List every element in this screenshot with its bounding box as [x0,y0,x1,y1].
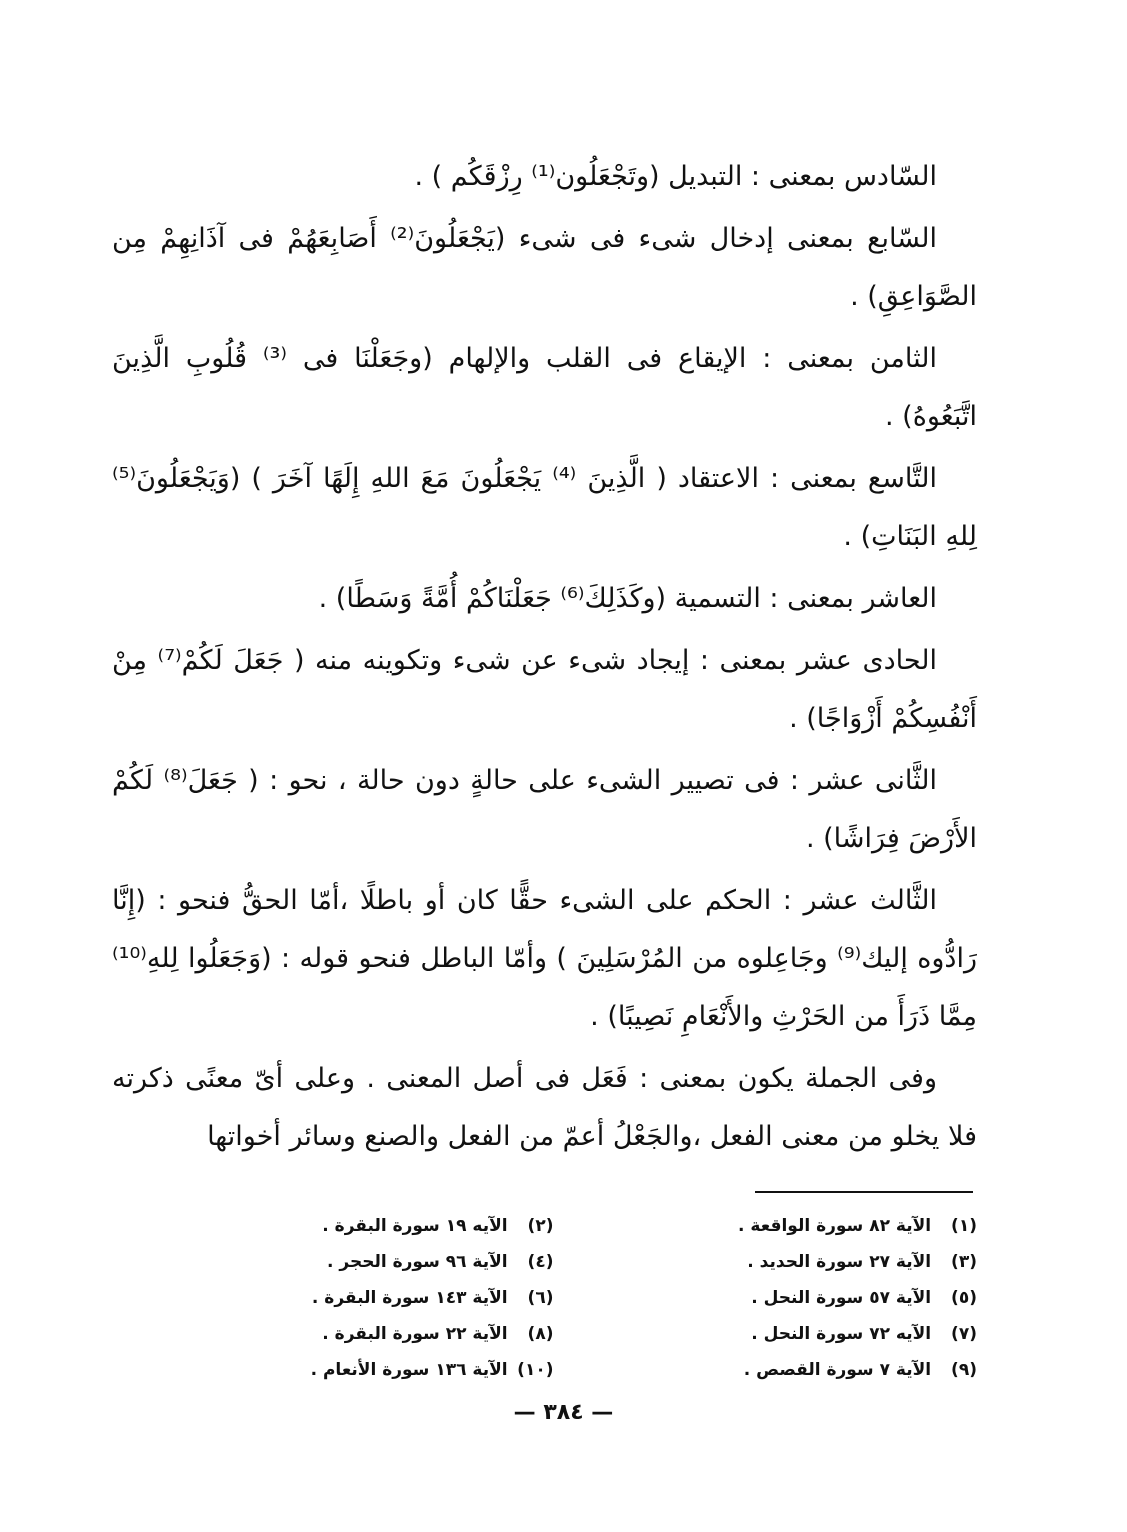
footnotes [200,1208,977,1388]
paragraph-eleventh: الحادى عشر بمعنى : إيجاد شىء عن شىء وتكوينه منه ( جَعَلَ لَكُمْ⁽⁷⁾ مِنْ أَنْفُسِكُمْ أَزْوَاجًا) . [112,645,977,734]
footnote-item [200,1244,554,1280]
footnote-item [200,1280,554,1316]
footnote-number: (٢) [527,1216,554,1236]
paragraph-twelfth: الثَّانى عشر : فى تصيير الشىء على حالةٍ دون حالة ، نحو : ( جَعَلَ⁽⁸⁾ لَكُمْ الأَرْضَ فِرَاشًا) . [112,765,977,854]
main-text [112,148,977,1170]
footnote-item [200,1352,554,1388]
footnote-text: الآية ٢٢ سورة البقرة . [322,1324,508,1344]
footnote-text: الآيه ٧٢ سورة النحل . [751,1324,932,1344]
footnote-text: الآية ٩٦ سورة الحجر . [327,1252,508,1272]
footnote-text: الآية ١٤٣ سورة البقرة . [311,1288,508,1308]
footnote-number: (٥) [951,1288,977,1308]
footnote-item [624,1352,978,1388]
footnote-divider [755,1191,973,1193]
footnote-number: (٩) [951,1360,977,1380]
footnote-text: الآية ١٣٦ سورة الأنعام . [310,1360,508,1380]
footnote-number: (١٠) [517,1360,554,1380]
footnote-number: (٧) [951,1324,977,1344]
paragraph-ninth: التَّاسع بمعنى : الاعتقاد ( الَّذِينَ ⁽⁴⁾ يَجْعَلُونَ مَعَ اللهِ إِلَهًا آخَرَ ) (وَيَجْعَلُونَ⁽⁵⁾ لِلهِ البَنَاتِ) . [112,463,977,552]
footnote-text: الآيه ١٩ سورة البقرة . [322,1216,508,1236]
paragraph-eighth: الثامن بمعنى : الإيقاع فى القلب والإلهام (وجَعَلْنَا فى ⁽³⁾ قُلُوبِ الَّذِينَ اتَّبَعُوهُ) . [112,343,977,432]
footnote-text: الآية ٢٧ سورة الحديد . [747,1252,932,1272]
footnote-number: (١) [951,1216,977,1236]
paragraph-thirteenth: الثَّالث عشر : الحكم على الشىء حقًّا كان أو باطلًا ،أمّا الحقُّ فنحو : (إِنَّا رَادُّوه إليك⁽⁹⁾ وجَاعِلوه من المُرْسَلِينَ ) وأمّا الباطل فنحو قوله : (وَجَعَلُوا لِلهِ⁽¹⁰⁾ مِمَّا ذَرَأَ من الحَرْثِ والأَنْعَامِ نَصِيبًا) . [112,885,977,1032]
paragraph-seventh: السّابع بمعنى إدخال شىء فى شىء (يَجْعَلُونَ⁽²⁾ أَصَابِعَهُمْ فى آذَانِهِمْ مِن الصَّوَاعِقِ) . [112,223,977,312]
footnote-number: (٦) [527,1288,554,1308]
footnote-number: (٤) [527,1252,554,1272]
paragraph-sixth: السّادس بمعنى : التبديل (وتَجْعَلُون⁽¹⁾ رِزْقَكُم ) . [414,161,937,192]
footnote-text: الآية ٧ سورة القصص . [743,1360,932,1380]
paragraph-summary: وفى الجملة يكون بمعنى : فَعَل فى أصل المعنى . وعلى أىّ معنًى ذكرته فلا يخلو من معنى الفعل ،والجَعْلُ أعمّ من الفعل والصنع وسائر أخواتها [112,1063,977,1152]
footnote-item [624,1280,978,1316]
footnote-text: الآية ٨٢ سورة الواقعة . [738,1216,932,1236]
page-number: — ٣٨٤ — [513,1400,614,1425]
footnote-number: (٨) [527,1324,554,1344]
footnote-item [624,1316,978,1352]
footnote-item [200,1208,554,1244]
footnote-item [624,1208,978,1244]
footnote-item [200,1316,554,1352]
footnote-text: الآية ٥٧ سورة النحل . [751,1288,932,1308]
paragraph-tenth: العاشر بمعنى : التسمية (وكَذَلِكَ⁽⁶⁾ جَعَلْنَاكُمْ أُمَّةً وَسَطًا) . [318,583,937,614]
footnote-item [624,1244,978,1280]
footnote-number: (٣) [951,1252,977,1272]
